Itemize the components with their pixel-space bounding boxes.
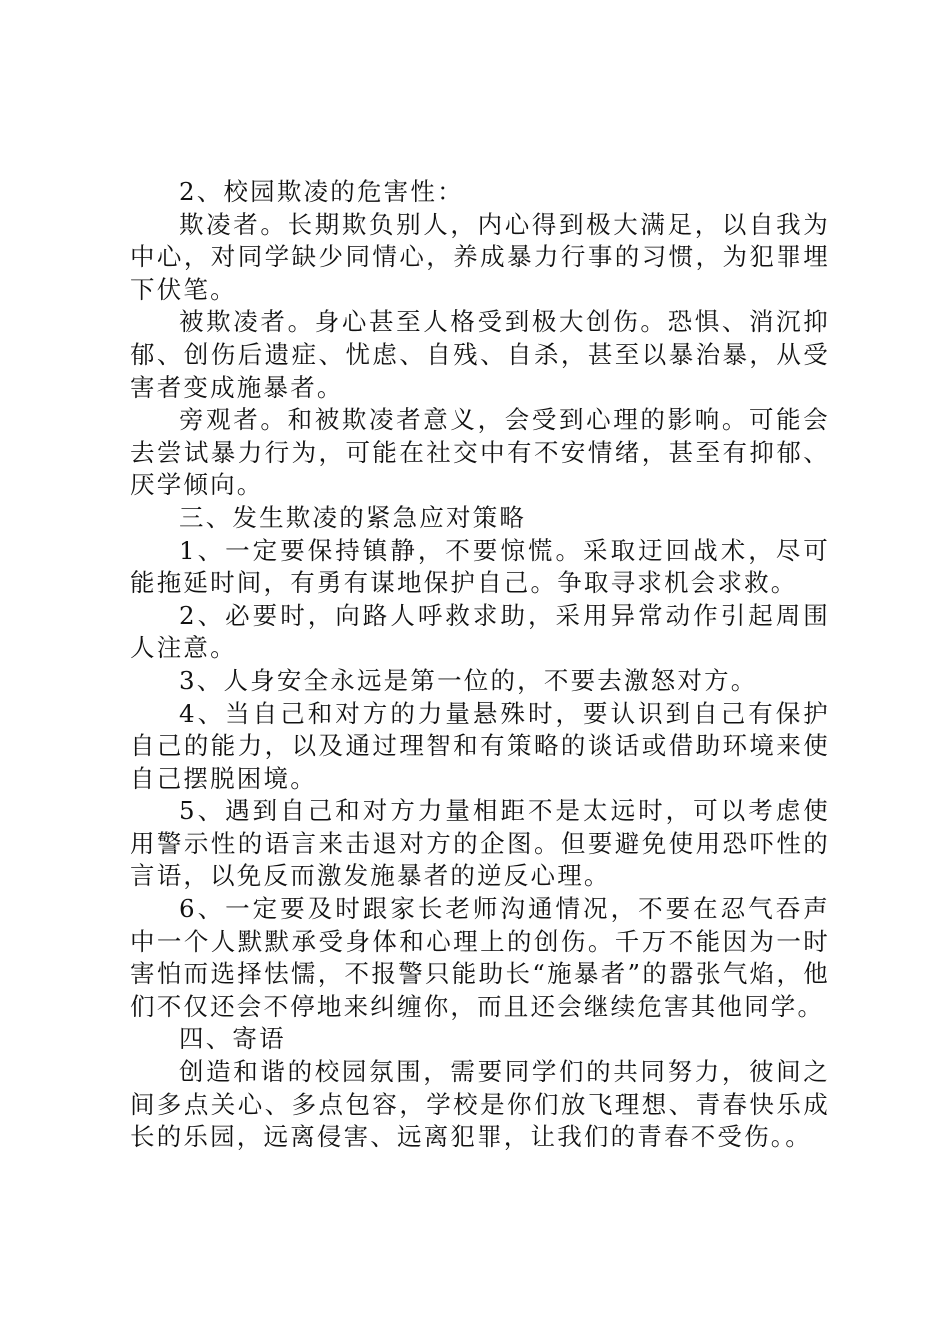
- section-heading-strategy: 三、发生欺凌的紧急应对策略: [179, 502, 527, 532]
- section-heading-message: 四、寄语: [179, 1024, 286, 1054]
- paragraph-strategy-5: 5、遇到自己和对方力量相距不是太远时，可以考虑使用警示性的语言来击退对方的企图。但要避免使用恐吓性的言语，以免反而激发施暴者的逆反心理。: [130, 796, 830, 891]
- document-body: [130, 176, 830, 1154]
- paragraph-bystander: 旁观者。和被欺凌者意义，会受到心理的影响。可能会去尝试暴力行为，可能在社交中有不安情绪，甚至有抑郁、厌学倾向。: [130, 405, 830, 500]
- section-heading-harm: 2、校园欺凌的危害性：: [179, 177, 464, 206]
- paragraph-strategy-1: 1、一定要保持镇静，不要惊慌。采取迂回战术，尽可能拖延时间，有勇有谋地保护自己。争取寻求机会求救。: [130, 535, 830, 598]
- paragraph-strategy-6: 6、一定要及时跟家长老师沟通情况，不要在忍气吞声中一个人默默承受身体和心理上的创伤。千万不能因为一时害怕而选择怯懦，不报警只能助长“施暴者”的嚣张气焰，他们不仅还会不停地来纠缠你，而且还会继续危害其他同学。: [130, 894, 830, 1021]
- paragraph-strategy-4: 4、当自己和对方的力量悬殊时，要认识到自己有保护自己的能力，以及通过理智和有策略的谈话或借助环境来使自己摆脱困境。: [130, 698, 830, 793]
- paragraph-victim: 被欺凌者。身心甚至人格受到极大创伤。恐惧、消沉抑郁、创伤后遗症、忧虑、自残、自杀，甚至以暴治暴，从受害者变成施暴者。: [130, 307, 830, 402]
- paragraph-bully: 欺凌者。长期欺负别人，内心得到极大满足，以自我为中心，对同学缺少同情心，养成暴力行事的习惯，为犯罪埋下伏笔。: [130, 209, 830, 304]
- paragraph-strategy-2: 2、必要时，向路人呼救求助，采用异常动作引起周围人注意。: [130, 600, 830, 663]
- paragraph-message: 创造和谐的校园氛围，需要同学们的共同努力，彼间之间多点关心、多点包容，学校是你们放飞理想、青春快乐成长的乐园，远离侵害、远离犯罪，让我们的青春不受伤。。: [130, 1057, 830, 1152]
- paragraph-strategy-3: 3、人身安全永远是第一位的，不要去激怒对方。: [179, 665, 758, 695]
